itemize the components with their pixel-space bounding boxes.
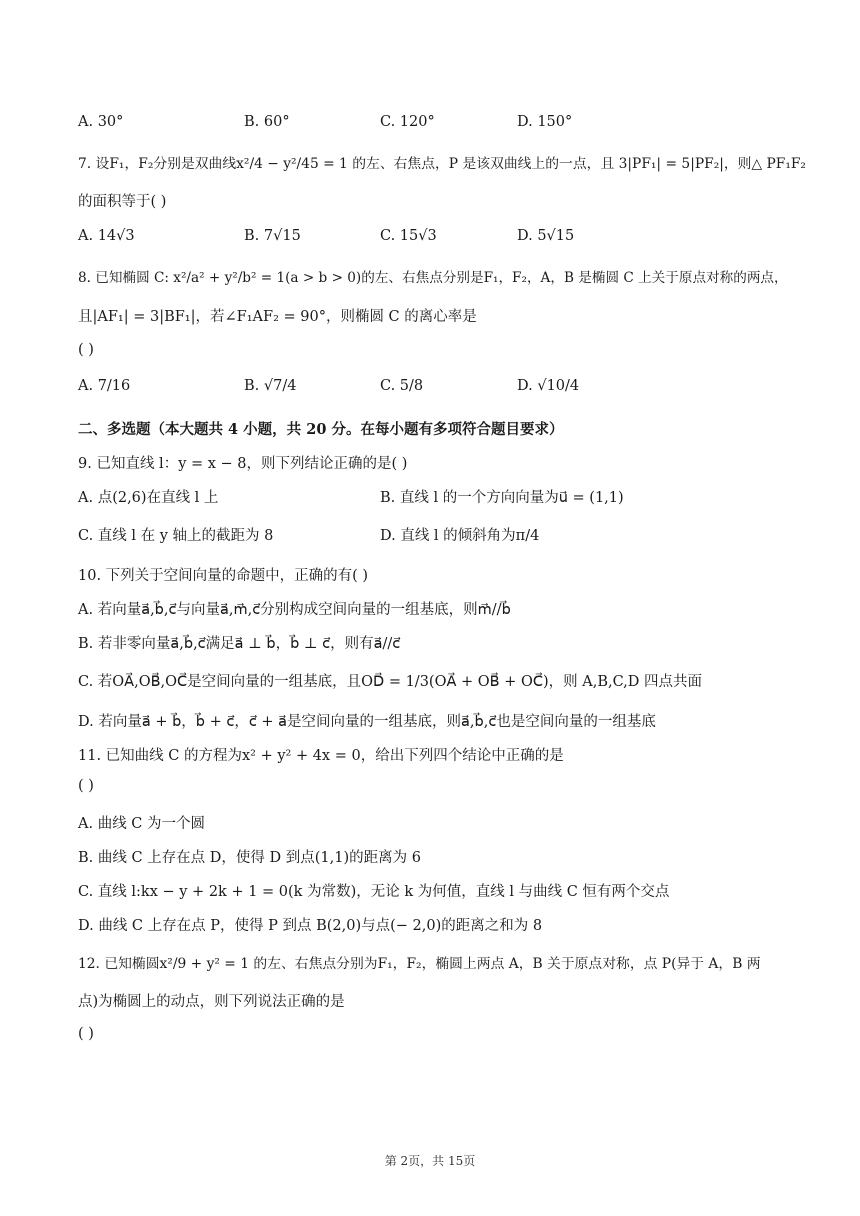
section-heading-multiple-choice: 二、多选题（本大题共 4 小题，共 20 分。在每小题有多项符合题目要求） bbox=[78, 421, 564, 438]
q9-option-b: B. 直线 l 的一个方向向量为u⃗ = (1,1) bbox=[380, 490, 624, 506]
q7-stem-line1: 7. 设F₁，F₂分别是双曲线x²/4 − y²/45 = 1 的左、右焦点，P 是该双曲线上的一点，且 3|PF₁| = 5|PF₂|，则△ PF₁F₂ bbox=[78, 156, 806, 172]
q6-option-a: A. 30° bbox=[78, 114, 124, 130]
q12-stem-line1: 12. 已知椭圆x²/9 + y² = 1 的左、右焦点分别为F₁，F₂，椭圆上两点 A，B 关于原点对称，点 P(异于 A，B 两 bbox=[78, 956, 761, 972]
q8-option-b: B. √7/4 bbox=[244, 378, 297, 394]
q12-stem-line2: 点)为椭圆上的动点，则下列说法正确的是 bbox=[78, 994, 345, 1010]
q10-option-d: D. 若向量a⃗ + b⃗，b⃗ + c⃗，c⃗ + a⃗是空间向量的一组基底，则a⃗,b⃗,c⃗也是空间向量的一组基底 bbox=[78, 714, 656, 730]
q7-option-a: A. 14√3 bbox=[78, 228, 135, 244]
q10-option-a: A. 若向量a⃗,b⃗,c⃗与向量a⃗,m⃗,c⃗分别构成空间向量的一组基底，则m⃗//b⃗ bbox=[78, 602, 511, 618]
q6-option-d: D. 150° bbox=[517, 114, 573, 130]
q8-stem-line1: 8. 已知椭圆 C: x²/a² + y²/b² = 1(a > b > 0)的左、右焦点分别是F₁，F₂，A，B 是椭圆 C 上关于原点对称的两点， bbox=[78, 270, 788, 286]
q10-option-b: B. 若非零向量a⃗,b⃗,c⃗满足a⃗ ⊥ b⃗，b⃗ ⊥ c⃗，则有a⃗//c⃗ bbox=[78, 636, 401, 652]
q11-stem: 11. 已知曲线 C 的方程为x² + y² + 4x = 0，给出下列四个结论中正确的是 bbox=[78, 748, 564, 764]
q9-option-d: D. 直线 l 的倾斜角为π/4 bbox=[380, 528, 540, 544]
q8-stem-line2: 且|AF₁| = 3|BF₁|，若∠F₁AF₂ = 90°，则椭圆 C 的离心率是 bbox=[78, 309, 477, 325]
q10-option-c: C. 若OA⃗,OB⃗,OC⃗是空间向量的一组基底，且OD⃗ = 1/3(OA⃗ + OB⃗ + OC⃗)，则 A,B,C,D 四点共面 bbox=[78, 674, 703, 690]
page-number-footer: 第 2页，共 15页 bbox=[384, 1154, 476, 1168]
q11-option-c: C. 直线 l:kx − y + 2k + 1 = 0(k 为常数)，无论 k 为何值，直线 l 与曲线 C 恒有两个交点 bbox=[78, 884, 670, 900]
q11-paren: ( ) bbox=[78, 778, 94, 794]
q11-option-b: B. 曲线 C 上存在点 D，使得 D 到点(1,1)的距离为 6 bbox=[78, 850, 421, 866]
q7-option-d: D. 5√15 bbox=[517, 228, 575, 244]
q7-option-b: B. 7√15 bbox=[244, 228, 301, 244]
q9-option-a: A. 点(2,6)在直线 l 上 bbox=[78, 490, 219, 506]
q8-option-a: A. 7/16 bbox=[78, 378, 131, 394]
q6-option-b: B. 60° bbox=[244, 114, 290, 130]
q8-option-d: D. √10/4 bbox=[517, 378, 580, 394]
q7-option-c: C. 15√3 bbox=[380, 228, 437, 244]
q6-option-c: C. 120° bbox=[380, 114, 435, 130]
q7-stem-line2: 的面积等于( ) bbox=[78, 194, 167, 210]
q10-stem: 10. 下列关于空间向量的命题中，正确的有( ) bbox=[78, 568, 369, 584]
q11-option-a: A. 曲线 C 为一个圆 bbox=[78, 816, 206, 832]
q8-option-c: C. 5/8 bbox=[380, 378, 424, 394]
q9-option-c: C. 直线 l 在 y 轴上的截距为 8 bbox=[78, 528, 274, 544]
q12-paren: ( ) bbox=[78, 1026, 94, 1042]
q11-option-d: D. 曲线 C 上存在点 P，使得 P 到点 B(2,0)与点(− 2,0)的距离之和为 8 bbox=[78, 918, 543, 934]
q9-stem: 9. 已知直线 l：y = x − 8，则下列结论正确的是( ) bbox=[78, 456, 408, 472]
q8-paren: ( ) bbox=[78, 342, 94, 358]
